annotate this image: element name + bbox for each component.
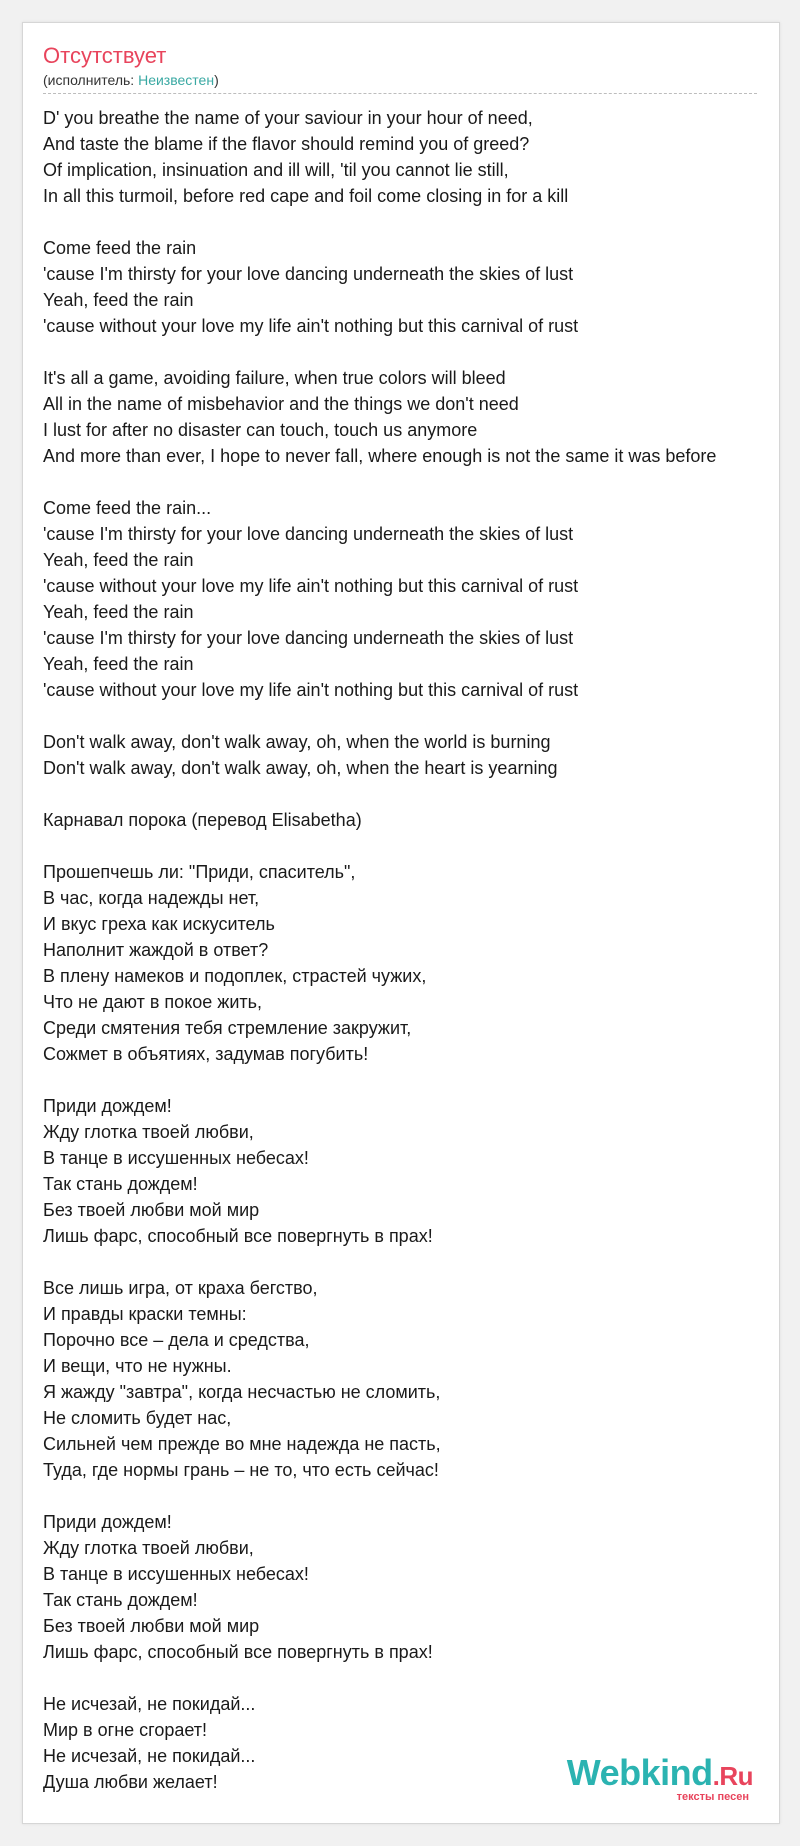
logo-tagline: тексты песен — [676, 1791, 749, 1803]
lyric-line: Мир в огне сгорает! — [43, 1720, 208, 1740]
stanza-break — [43, 781, 780, 807]
lyric-line: Все лишь игра, от краха бегство, — [43, 1278, 318, 1298]
lyric-line: Come feed the rain — [43, 238, 197, 258]
artist-prefix: (исполнитель: — [43, 72, 139, 88]
lyric-line: Yeah, feed the rain — [43, 602, 194, 622]
lyric-line: All in the name of misbehavior and the things we don't need — [43, 394, 519, 414]
header-divider — [43, 93, 757, 94]
lyric-line: Не сломить будет нас, — [43, 1408, 232, 1428]
lyric-line: Без твоей любви мой мир — [43, 1200, 260, 1220]
stanza-break — [43, 209, 780, 235]
lyric-line: And taste the blame if the flavor should remind you of greed? — [43, 134, 530, 154]
stanza-break — [43, 469, 780, 495]
lyric-line: Лишь фарс, способный все повергнуть в прах! — [43, 1642, 433, 1662]
lyric-line: Yeah, feed the rain — [43, 654, 194, 674]
stanza-break — [43, 1067, 780, 1093]
lyric-line: 'cause I'm thirsty for your love dancing underneath the skies of lust — [43, 628, 574, 648]
lyric-line: Карнавал порока (перевод Elisabetha) — [43, 810, 362, 830]
lyric-line: And more than ever, I hope to never fall, where enough is not the same it was before — [43, 446, 717, 466]
lyric-line: 'cause I'm thirsty for your love dancing underneath the skies of lust — [43, 264, 574, 284]
lyric-line: Сожмет в объятиях, задумав погубить! — [43, 1044, 369, 1064]
lyric-line: Что не дают в покое жить, — [43, 992, 263, 1012]
artist-link[interactable]: Неизвестен — [138, 72, 215, 88]
lyric-line: Я жажду "завтра", когда несчастью не сломить, — [43, 1382, 441, 1402]
lyric-line: В плену намеков и подоплек, страстей чужих, — [43, 966, 427, 986]
lyric-line: Наполнит жаждой в ответ? — [43, 940, 269, 960]
lyric-line: It's all a game, avoiding failure, when true colors will bleed — [43, 368, 506, 388]
lyric-line: Жду глотка твоей любви, — [43, 1122, 254, 1142]
stanza-break — [43, 833, 780, 859]
logo-tld: .Ru — [712, 1761, 753, 1791]
song-title: Отсутствует — [43, 43, 167, 68]
lyric-line: Без твоей любви мой мир — [43, 1616, 260, 1636]
lyric-line: Жду глотка твоей любви, — [43, 1538, 254, 1558]
lyric-line: Don't walk away, don't walk away, oh, when the heart is yearning — [43, 758, 558, 778]
site-logo[interactable] — [533, 1753, 753, 1801]
lyric-line: Come feed the rain... — [43, 498, 212, 518]
lyric-line: I lust for after no disaster can touch, touch us anymore — [43, 420, 478, 440]
lyric-line: И вкус греха как искуситель — [43, 914, 275, 934]
lyric-line: Не исчезай, не покидай... — [43, 1746, 256, 1766]
lyric-line: Порочно все – дела и средства, — [43, 1330, 310, 1350]
stanza-break — [43, 703, 780, 729]
stanza-break — [43, 1249, 780, 1275]
lyric-line: И правды краски темны: — [43, 1304, 247, 1324]
logo-wordmark — [533, 1753, 753, 1796]
lyric-line: 'cause I'm thirsty for your love dancing underneath the skies of lust — [43, 524, 574, 544]
logo-name: Webkind — [566, 1752, 713, 1793]
lyric-line: Не исчезай, не покидай... — [43, 1694, 256, 1714]
lyrics-card — [22, 22, 780, 1824]
artist-suffix: ) — [214, 72, 219, 88]
stanza-break — [43, 1665, 780, 1691]
lyric-line: Туда, где нормы грань – не то, что есть сейчас! — [43, 1460, 439, 1480]
lyric-line: D' you breathe the name of your saviour in your hour of need, — [43, 108, 533, 128]
lyric-line: Приди дождем! — [43, 1512, 172, 1532]
stanza-break — [43, 339, 780, 365]
lyric-line: In all this turmoil, before red cape and foil come closing in for a kill — [43, 186, 569, 206]
artist-line — [43, 71, 739, 89]
lyric-line: Приди дождем! — [43, 1096, 172, 1116]
song-header — [43, 43, 739, 89]
lyric-line: 'cause without your love my life ain't nothing but this carnival of rust — [43, 316, 579, 336]
lyrics-text — [43, 105, 780, 1795]
lyric-line: Yeah, feed the rain — [43, 550, 194, 570]
lyric-line: В танце в иссушенных небесах! — [43, 1148, 309, 1168]
lyric-line: Don't walk away, don't walk away, oh, when the world is burning — [43, 732, 551, 752]
stanza-break — [43, 1483, 780, 1509]
lyric-line: Душа любви желает! — [43, 1772, 218, 1792]
lyric-line: Лишь фарс, способный все повергнуть в прах! — [43, 1226, 433, 1246]
lyric-line: И вещи, что не нужны. — [43, 1356, 232, 1376]
lyric-line: Yeah, feed the rain — [43, 290, 194, 310]
lyric-line: В танце в иссушенных небесах! — [43, 1564, 309, 1584]
lyric-line: 'cause without your love my life ain't nothing but this carnival of rust — [43, 680, 579, 700]
lyric-line: Прошепчешь ли: "Приди, спаситель", — [43, 862, 356, 882]
lyric-line: Так стань дождем! — [43, 1590, 198, 1610]
lyric-line: 'cause without your love my life ain't nothing but this carnival of rust — [43, 576, 579, 596]
lyric-line: Среди смятения тебя стремление закружит, — [43, 1018, 412, 1038]
lyric-line: В час, когда надежды нет, — [43, 888, 260, 908]
lyric-line: Of implication, insinuation and ill will, 'til you cannot lie still, — [43, 160, 509, 180]
lyric-line: Так стань дождем! — [43, 1174, 198, 1194]
lyric-line: Сильней чем прежде во мне надежда не пасть, — [43, 1434, 441, 1454]
